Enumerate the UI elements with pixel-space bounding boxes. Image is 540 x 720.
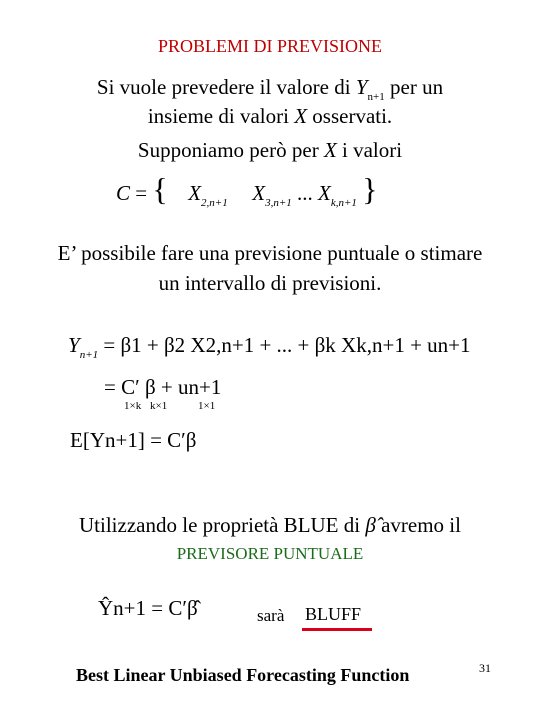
intro-line-2 bbox=[0, 101, 540, 131]
set-xk: X bbox=[318, 181, 331, 205]
beta-hat-symbol: β̂ bbox=[365, 513, 376, 537]
final-formula: Ŷn+1 = C′β̂ bbox=[98, 596, 198, 620]
eq2-rhs: = C′ β + un+1 bbox=[104, 375, 222, 399]
sara-label: sarà bbox=[257, 606, 285, 625]
set-eq: = bbox=[135, 181, 148, 205]
blue-line-b: avremo il bbox=[381, 513, 461, 537]
paragraph-line-1: E’ possibile fare una previsione puntuale o stimare bbox=[57, 241, 483, 265]
intro-text-b: per un bbox=[390, 75, 444, 99]
eq2-dims-c: 1×1 bbox=[198, 400, 216, 412]
eq1-lhs-sub: n+1 bbox=[79, 349, 99, 361]
set-xk-sub: k,n+1 bbox=[330, 197, 357, 209]
intro-line3-a: Supponiamo però per bbox=[137, 138, 319, 162]
intro-line3-x: X bbox=[323, 138, 337, 162]
blue-line-a: Utilizzando le proprietà BLUE di bbox=[79, 513, 361, 537]
set-close-brace: } bbox=[362, 171, 378, 207]
paragraph-line-2: un intervallo di previsioni. bbox=[158, 271, 382, 295]
eq2-dims-a: 1×k bbox=[124, 400, 142, 412]
set-formula bbox=[116, 171, 426, 214]
set-open-brace: { bbox=[152, 171, 168, 207]
set-x3-sub: 3,n+1 bbox=[265, 197, 292, 209]
equation-2 bbox=[104, 375, 304, 400]
eq1-lhs: Y bbox=[68, 333, 80, 357]
set-x3: X bbox=[252, 181, 266, 205]
intro-line3-b: i valori bbox=[342, 138, 403, 162]
bluff-label: BLUFF bbox=[305, 604, 362, 624]
equation-1 bbox=[68, 333, 488, 361]
intro-y-subscript: n+1 bbox=[367, 91, 385, 103]
set-x2-sub: 2,n+1 bbox=[201, 197, 228, 209]
set-x2: X bbox=[188, 181, 202, 205]
footer-text: Best Linear Unbiased Forecasting Function bbox=[76, 665, 410, 685]
eq2-dims-b: k×1 bbox=[150, 400, 168, 412]
slide-number: 31 bbox=[479, 661, 491, 675]
blue-line bbox=[0, 510, 540, 540]
intro-line-3 bbox=[0, 135, 540, 165]
intro-line2-b: osservati. bbox=[312, 104, 393, 128]
slide-title: PROBLEMI DI PREVISIONE bbox=[157, 36, 382, 56]
previsore-puntuale: PREVISORE PUNTUALE bbox=[176, 544, 364, 563]
intro-text-a: Si vuole prevedere il valore di bbox=[96, 75, 351, 99]
intro-line2-a: insieme di valori bbox=[147, 104, 289, 128]
set-dots: ... bbox=[297, 181, 313, 205]
intro-y-symbol: Y bbox=[355, 75, 368, 99]
bluff-underline bbox=[302, 628, 372, 631]
equation-3: E[Yn+1] = C′β bbox=[70, 428, 197, 452]
intro-line2-x: X bbox=[294, 104, 308, 128]
set-c: C bbox=[116, 181, 131, 205]
eq1-rhs: = β1 + β2 X2,n+1 + ... + βk Xk,n+1 + un+1 bbox=[103, 333, 471, 357]
